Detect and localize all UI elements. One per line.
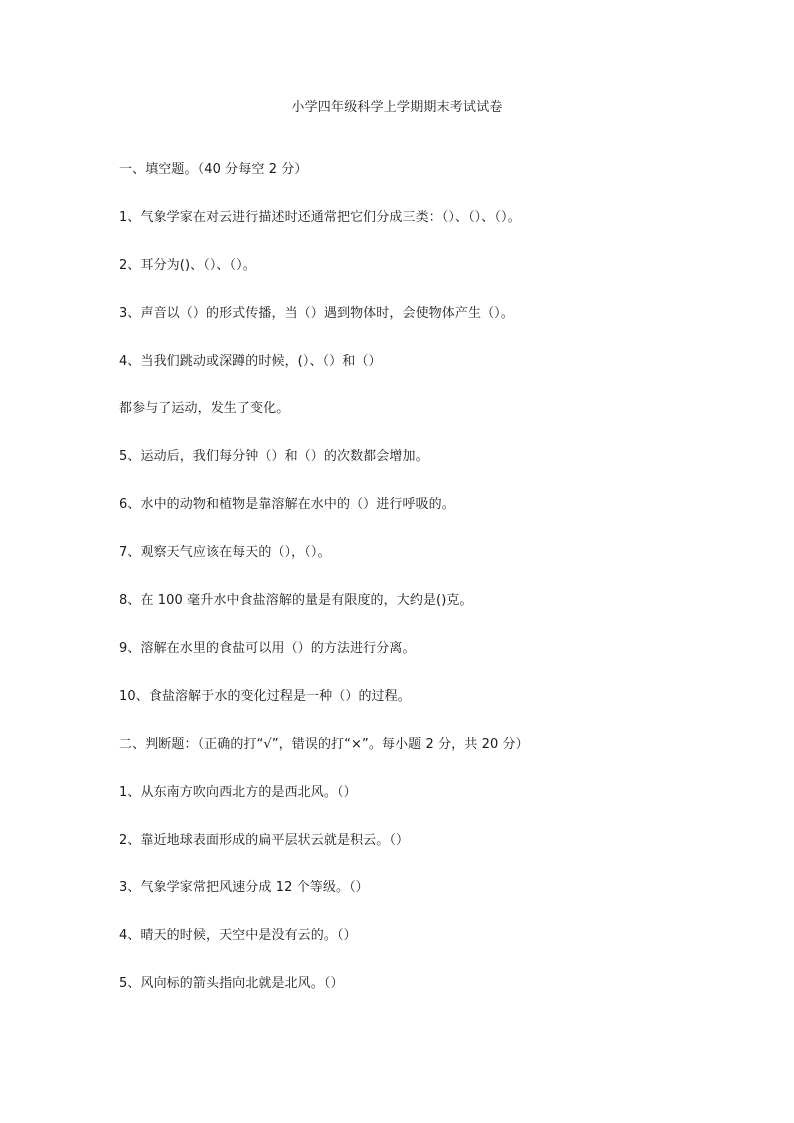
question-line: 1、从东南方吹向西北方的是西北风。（）: [119, 785, 357, 800]
question-line: 9、溶解在水里的食盐可以用（）的方法进行分离。: [119, 641, 416, 656]
question-line: 5、风向标的箭头指向北就是北风。（）: [119, 976, 344, 991]
question-line: 2、靠近地球表面形成的扁平层状云就是积云。（）: [119, 833, 410, 848]
section-heading-fill-blank: 一、填空题。（40 分每空 2 分）: [119, 162, 308, 177]
question-line: 4、当我们跳动或深蹲的时候，(）、（）和（）: [119, 354, 382, 369]
question-line: 8、在 100 毫升水中食盐溶解的量是有限度的，大约是()克。: [119, 593, 473, 608]
page-title: 小学四年级科学上学期期末考试试卷: [291, 100, 503, 115]
question-line: 6、水中的动物和植物是靠溶解在水中的（）进行呼吸的。: [119, 497, 455, 512]
question-line: 5、运动后，我们每分钟（）和（）的次数都会增加。: [119, 449, 429, 464]
question-line: 2、耳分为()、（）、（）。: [119, 258, 256, 273]
question-line: 都参与了运动，发生了变化。: [119, 401, 290, 416]
question-line: 7、观察天气应该在每天的（），（）。: [119, 545, 331, 560]
question-line: 3、气象学家常把风速分成 12 个等级。（）: [119, 880, 369, 895]
question-line: 10、食盐溶解于水的变化过程是一种（）的过程。: [119, 689, 411, 704]
question-line: 4、晴天的时候，天空中是没有云的。（）: [119, 928, 357, 943]
question-line: 1、气象学家在对云进行描述时还通常把它们分成三类：（）、（）、（）。: [119, 210, 521, 225]
section-heading-true-false: 二、判断题：（正确的打“√”，错误的打“×”。每小题 2 分，共 20 分）: [119, 737, 529, 752]
question-line: 3、声音以（）的形式传播，当（）遇到物体时，会使物体产生（）。: [119, 306, 514, 321]
